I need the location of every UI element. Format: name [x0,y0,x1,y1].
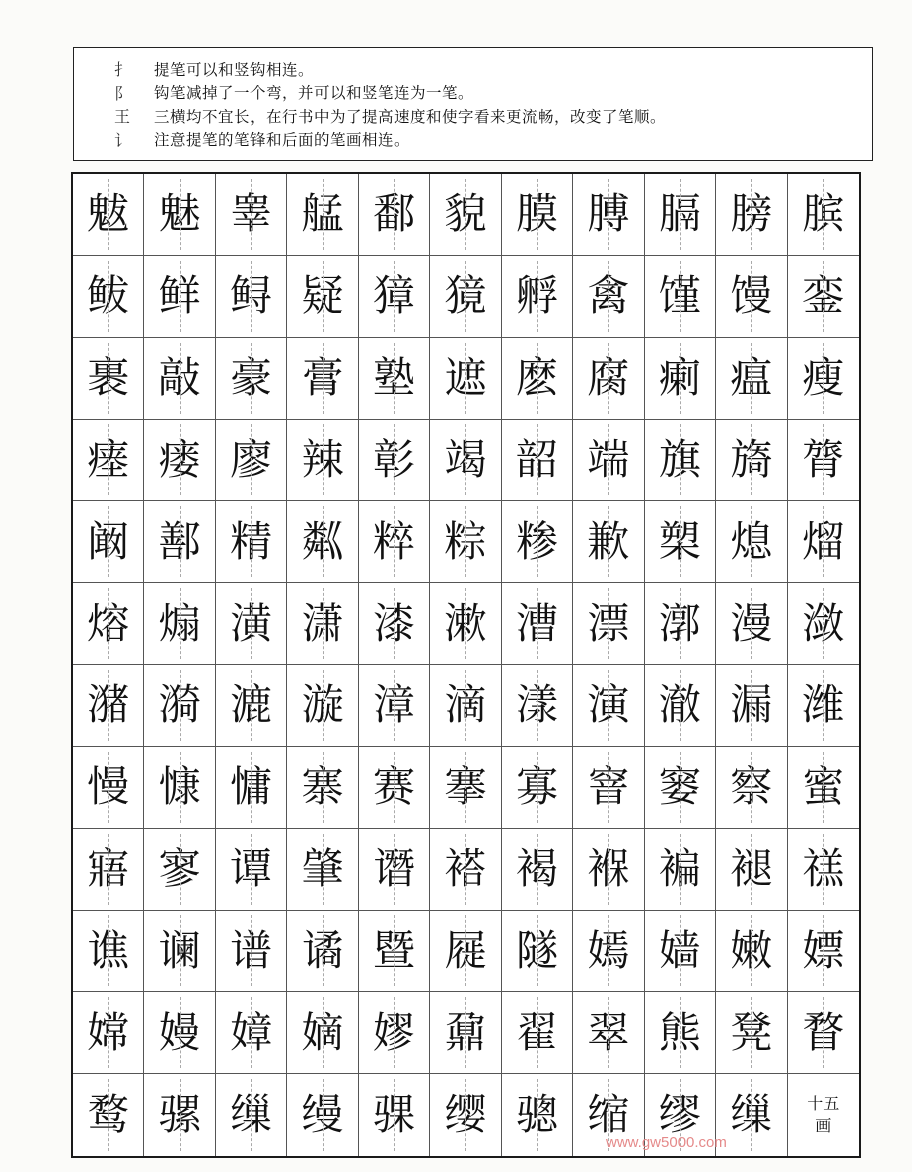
character-cell: 澈 [645,665,716,747]
character-cell: 裹 [73,338,144,420]
character-cell: 馒 [716,256,787,338]
character-cell: 糁 [502,501,573,583]
character-cell: 漏 [716,665,787,747]
notes-box [73,47,873,161]
stroke-count-label [788,1074,859,1156]
character-cell: 缩 [573,1074,644,1156]
note-radical: 讠 [114,130,131,150]
character-grid [71,172,861,1158]
character-cell: 翠 [573,992,644,1074]
character-cell: 凳 [716,992,787,1074]
character-cell: 嫜 [216,992,287,1074]
character-cell: 熊 [645,992,716,1074]
character-cell: 貌 [430,174,501,256]
character-cell: 慢 [73,747,144,829]
character-cell: 端 [573,420,644,502]
character-cell: 鄯 [144,501,215,583]
character-cell: 歉 [573,501,644,583]
character-cell: 嫚 [144,992,215,1074]
character-cell: 禚 [788,829,859,911]
character-cell: 滴 [430,665,501,747]
stroke-count-number: 十五 [807,1093,840,1113]
character-cell: 艋 [287,174,358,256]
note-radical: 阝 [114,83,131,103]
character-cell: 精 [216,501,287,583]
note-line [114,81,872,105]
character-cell: 塾 [359,338,430,420]
character-cell: 槊 [645,501,716,583]
character-cell: 膀 [716,174,787,256]
character-cell: 暨 [359,911,430,993]
note-line [114,128,872,152]
character-cell: 漫 [716,583,787,665]
character-cell: 獍 [430,256,501,338]
character-cell: 谮 [359,829,430,911]
character-cell: 潢 [216,583,287,665]
watermark: www.gw5000.com [606,1134,727,1151]
character-cell: 禽 [573,256,644,338]
character-cell: 缫 [716,1074,787,1156]
character-cell: 粽 [430,501,501,583]
character-cell: 竭 [430,420,501,502]
character-cell: 廖 [216,420,287,502]
note-line [114,57,872,81]
character-cell: 漂 [573,583,644,665]
character-cell: 嫣 [573,911,644,993]
character-cell: 寡 [502,747,573,829]
character-cell: 慵 [216,747,287,829]
character-cell: 麽 [502,338,573,420]
character-cell: 疑 [287,256,358,338]
character-cell: 鹜 [73,1074,144,1156]
stroke-count-unit: 画 [815,1116,832,1136]
character-cell: 骢 [502,1074,573,1156]
character-cell: 阚 [73,501,144,583]
character-cell: 漩 [287,665,358,747]
note-text: 三横均不宜长，在行书中为了提高速度和使字看来更流畅，改变了笔顺。 [154,107,667,126]
character-cell: 鄱 [359,174,430,256]
character-cell: 窭 [645,747,716,829]
character-cell: 遮 [430,338,501,420]
character-cell: 粹 [359,501,430,583]
character-cell: 谱 [216,911,287,993]
character-cell: 膑 [788,174,859,256]
character-cell: 漪 [144,665,215,747]
character-cell: 翟 [502,992,573,1074]
character-cell: 鲅 [73,256,144,338]
character-cell: 谭 [216,829,287,911]
character-cell: 旗 [645,420,716,502]
character-cell: 蜜 [788,747,859,829]
character-cell: 鲟 [216,256,287,338]
note-text: 钩笔减掉了一个弯，并可以和竖笔连为一笔。 [154,84,475,103]
character-cell: 瞀 [788,992,859,1074]
character-cell: 瘦 [788,338,859,420]
character-cell: 彰 [359,420,430,502]
character-cell: 褡 [430,829,501,911]
character-cell: 熄 [716,501,787,583]
character-cell: 褐 [502,829,573,911]
character-cell: 演 [573,665,644,747]
character-cell: 魃 [73,174,144,256]
character-cell: 旖 [716,420,787,502]
character-cell: 孵 [502,256,573,338]
character-cell: 察 [716,747,787,829]
note-text: 注意提笔的笔锋和后面的笔画相连。 [154,131,411,150]
character-cell: 谲 [287,911,358,993]
character-cell: 熘 [788,501,859,583]
character-cell: 窨 [573,747,644,829]
character-cell: 瘌 [645,338,716,420]
note-radical: 扌 [114,60,131,80]
character-cell: 嫖 [788,911,859,993]
character-cell: 嫱 [645,911,716,993]
character-cell: 缫 [216,1074,287,1156]
character-cell: 搴 [430,747,501,829]
note-line [114,104,872,128]
character-cell: 漳 [359,665,430,747]
character-cell: 熔 [73,583,144,665]
note-text: 提笔可以和竖钩相连。 [154,60,315,79]
character-cell: 瘗 [73,420,144,502]
character-cell: 寥 [144,829,215,911]
character-cell: 瘟 [716,338,787,420]
character-cell: 潴 [73,665,144,747]
note-radical: 王 [114,107,131,127]
character-cell: 骡 [144,1074,215,1156]
character-cell: 褪 [716,829,787,911]
character-cell: 漷 [645,583,716,665]
character-cell: 韶 [502,420,573,502]
character-cell: 漾 [502,665,573,747]
character-cell: 缦 [287,1074,358,1156]
character-cell: 銮 [788,256,859,338]
character-cell: 嫪 [359,992,430,1074]
character-cell: 漉 [216,665,287,747]
character-cell: 獐 [359,256,430,338]
character-cell: 屣 [430,911,501,993]
character-cell: 睾 [216,174,287,256]
character-cell: 缨 [430,1074,501,1156]
character-cell: 嫡 [287,992,358,1074]
character-cell: 赛 [359,747,430,829]
character-cell: 膏 [287,338,358,420]
character-cell: 漱 [430,583,501,665]
character-cell: 腐 [573,338,644,420]
character-cell: 敲 [144,338,215,420]
character-cell: 潍 [788,665,859,747]
character-cell: 辣 [287,420,358,502]
character-cell: 膂 [788,420,859,502]
character-cell: 豪 [216,338,287,420]
character-cell: 缪 [645,1074,716,1156]
character-cell: 嫦 [73,992,144,1074]
character-cell: 潇 [287,583,358,665]
character-cell: 膈 [645,174,716,256]
character-cell: 膊 [573,174,644,256]
character-cell: 褊 [645,829,716,911]
character-cell: 嫩 [716,911,787,993]
character-cell: 肇 [287,829,358,911]
character-cell: 寤 [73,829,144,911]
character-cell: 馑 [645,256,716,338]
character-cell: 魅 [144,174,215,256]
character-cell: 潋 [788,583,859,665]
character-cell: 骒 [359,1074,430,1156]
character-cell: 鲜 [144,256,215,338]
character-cell: 漕 [502,583,573,665]
character-cell: 谰 [144,911,215,993]
character-cell: 鼐 [430,992,501,1074]
character-cell: 隧 [502,911,573,993]
character-cell: 寨 [287,747,358,829]
character-cell: 漆 [359,583,430,665]
character-cell: 瘘 [144,420,215,502]
character-cell: 谯 [73,911,144,993]
character-cell: 慷 [144,747,215,829]
character-cell: 褓 [573,829,644,911]
character-cell: 粼 [287,501,358,583]
character-cell: 煽 [144,583,215,665]
character-cell: 膜 [502,174,573,256]
